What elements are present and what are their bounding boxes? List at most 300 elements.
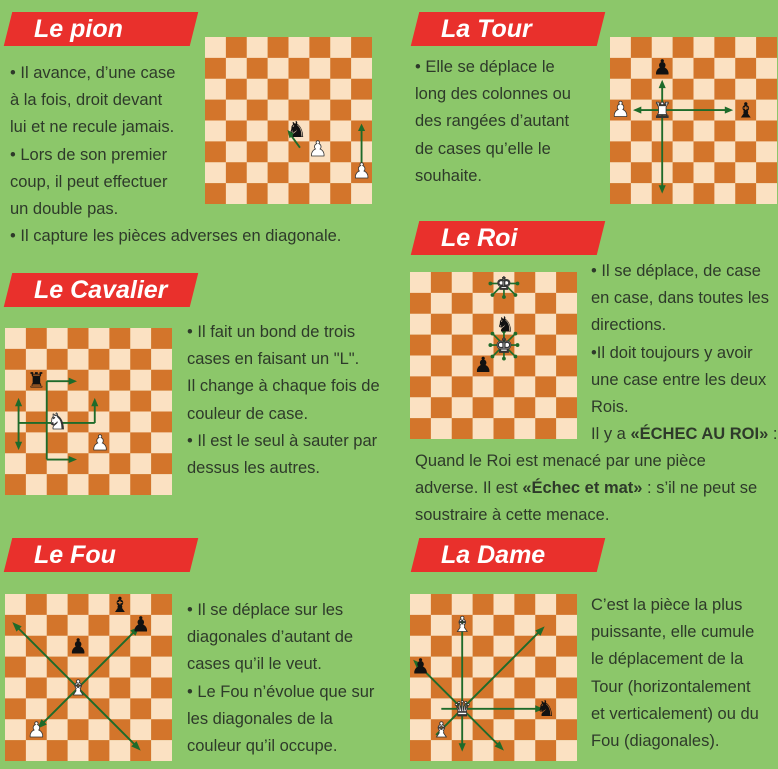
board-square xyxy=(694,37,715,58)
line: les diagonales de la xyxy=(187,709,333,728)
board-square xyxy=(26,474,47,495)
board-square xyxy=(431,740,452,761)
board-square xyxy=(151,474,172,495)
board-square xyxy=(47,636,68,657)
board-square xyxy=(694,162,715,183)
board-square xyxy=(535,335,556,356)
board-square xyxy=(535,740,556,761)
board-square xyxy=(494,418,515,439)
board-square xyxy=(26,594,47,615)
board-square xyxy=(109,349,130,370)
board-square xyxy=(410,293,431,314)
board-square xyxy=(109,412,130,433)
board-square xyxy=(735,121,756,142)
board-square xyxy=(68,412,89,433)
board-square xyxy=(410,636,431,657)
text-cavalier xyxy=(187,319,402,482)
board-square xyxy=(330,162,351,183)
board-square xyxy=(410,698,431,719)
board-square xyxy=(714,183,735,204)
board-square xyxy=(535,293,556,314)
white-rook-icon: ♜ xyxy=(652,99,672,123)
white-pawn-icon: ♟ xyxy=(352,159,371,183)
line: souhaite. xyxy=(415,166,482,185)
board-square xyxy=(89,328,110,349)
board-square xyxy=(205,37,226,58)
board-square xyxy=(89,412,110,433)
board-square xyxy=(247,37,268,58)
board-square xyxy=(89,453,110,474)
board-square xyxy=(309,79,330,100)
white-bishop-icon: ♝ xyxy=(68,677,88,701)
board-square xyxy=(452,397,473,418)
board-square xyxy=(130,432,151,453)
board-square xyxy=(268,58,289,79)
board-square xyxy=(452,272,473,293)
board-square xyxy=(735,183,756,204)
board-square xyxy=(410,376,431,397)
board-square xyxy=(330,37,351,58)
board-square xyxy=(494,678,515,699)
board-square xyxy=(289,58,310,79)
line: cases qu’il le veut. xyxy=(187,655,322,674)
board-square xyxy=(714,121,735,142)
line-part: adverse. Il est xyxy=(415,479,523,498)
title-tour: La Tour xyxy=(441,15,532,43)
board-square xyxy=(68,698,89,719)
board-square xyxy=(494,719,515,740)
line: • Il fait un bond de trois xyxy=(187,323,356,341)
board-square xyxy=(226,183,247,204)
board-square xyxy=(130,391,151,412)
board-square xyxy=(351,100,372,121)
board-square xyxy=(89,474,110,495)
board-square xyxy=(610,37,631,58)
board-square xyxy=(756,100,777,121)
board-square xyxy=(514,293,535,314)
board-square xyxy=(289,162,310,183)
board-square xyxy=(26,615,47,636)
text-fou xyxy=(187,597,402,760)
line: Il y a xyxy=(591,425,631,443)
board-square xyxy=(735,162,756,183)
board-square xyxy=(268,162,289,183)
board-cavalier xyxy=(5,328,172,495)
board-square xyxy=(226,58,247,79)
board-square xyxy=(514,657,535,678)
board-square xyxy=(473,376,494,397)
board-square xyxy=(89,594,110,615)
board-square xyxy=(473,594,494,615)
board-square xyxy=(431,272,452,293)
board-square xyxy=(631,79,652,100)
board-square xyxy=(535,397,556,418)
black-knight-icon: ♞ xyxy=(535,696,556,722)
board-square xyxy=(109,328,130,349)
echec-et-mat-label: «Échec et mat» xyxy=(522,479,643,498)
board-square xyxy=(473,657,494,678)
black-knight-icon: ♞ xyxy=(287,117,307,143)
board-square xyxy=(130,719,151,740)
board-square xyxy=(5,719,26,740)
board-square xyxy=(410,314,431,335)
board-square xyxy=(756,58,777,79)
board-square xyxy=(68,719,89,740)
board-square xyxy=(247,121,268,142)
board-tour xyxy=(610,37,777,204)
board-square xyxy=(431,418,452,439)
board-square xyxy=(5,474,26,495)
board-square xyxy=(68,349,89,370)
board-square xyxy=(5,740,26,761)
board-square xyxy=(289,79,310,100)
board-square xyxy=(694,79,715,100)
board-square xyxy=(535,418,556,439)
board-square xyxy=(410,678,431,699)
echec-au-roi-label: «ÉCHEC AU ROI» xyxy=(630,425,769,443)
board-square xyxy=(47,678,68,699)
line: • Il se déplace, de case xyxy=(591,262,761,280)
board-square xyxy=(109,657,130,678)
board-square xyxy=(535,356,556,377)
line: de cases qu’elle le xyxy=(415,139,551,158)
board-square xyxy=(431,594,452,615)
board-square xyxy=(109,453,130,474)
board-square xyxy=(514,376,535,397)
board-square xyxy=(5,391,26,412)
white-pawn-icon: ♟ xyxy=(308,137,328,161)
board-square xyxy=(473,418,494,439)
board-square xyxy=(26,412,47,433)
board-square xyxy=(535,314,556,335)
board-square xyxy=(610,79,631,100)
board-square xyxy=(89,391,110,412)
board-square xyxy=(556,636,577,657)
white-knight-icon: ♞ xyxy=(47,409,68,435)
board-square xyxy=(330,58,351,79)
board-square xyxy=(47,594,68,615)
board-square xyxy=(247,100,268,121)
line: •Il doit toujours y avoir xyxy=(591,343,753,362)
board-square xyxy=(247,58,268,79)
board-square xyxy=(226,141,247,162)
board-square xyxy=(431,657,452,678)
board-square xyxy=(26,453,47,474)
board-square xyxy=(89,636,110,657)
board-square xyxy=(452,314,473,335)
board-square xyxy=(631,121,652,142)
black-bishop-icon: ♝ xyxy=(736,99,756,123)
board-square xyxy=(735,79,756,100)
black-pawn-icon: ♟ xyxy=(68,635,88,659)
board-square xyxy=(68,740,89,761)
line: une case entre les deux xyxy=(591,370,767,389)
line: directions. xyxy=(591,316,667,335)
board-square xyxy=(410,418,431,439)
board-square xyxy=(431,397,452,418)
board-square xyxy=(756,79,777,100)
board-square xyxy=(556,719,577,740)
board-square xyxy=(205,79,226,100)
board-square xyxy=(309,162,330,183)
title-fou: Le Fou xyxy=(34,541,116,569)
board-square xyxy=(514,678,535,699)
board-square xyxy=(109,370,130,391)
board-square xyxy=(5,657,26,678)
board-square xyxy=(410,272,431,293)
line: soustraire à cette menace. xyxy=(415,506,610,525)
title-cavalier: Le Cavalier xyxy=(34,276,168,304)
board-square xyxy=(130,678,151,699)
board-square xyxy=(109,474,130,495)
board-square xyxy=(694,183,715,204)
line: • Il avance, d’une case xyxy=(10,64,176,82)
line-part: : s’il ne peut se xyxy=(642,479,758,498)
board-square xyxy=(226,37,247,58)
board-square xyxy=(351,37,372,58)
board-square xyxy=(89,678,110,699)
board-square xyxy=(714,162,735,183)
board-square xyxy=(610,162,631,183)
board-square xyxy=(694,121,715,142)
board-square xyxy=(47,615,68,636)
board-square xyxy=(109,615,130,636)
board-square xyxy=(205,100,226,121)
board-square xyxy=(68,391,89,412)
board-square xyxy=(5,328,26,349)
black-pawn-icon: ♟ xyxy=(411,655,430,679)
line: des rangées d’autant xyxy=(415,112,570,131)
board-square xyxy=(410,397,431,418)
board-square xyxy=(89,615,110,636)
board-square xyxy=(130,636,151,657)
line: en case, dans toutes les xyxy=(591,289,769,308)
board-square xyxy=(5,349,26,370)
board-square xyxy=(673,121,694,142)
title-roi: Le Roi xyxy=(441,224,518,252)
board-square xyxy=(289,141,310,162)
line: long des colonnes ou xyxy=(415,85,571,104)
board-square xyxy=(309,37,330,58)
board-square xyxy=(330,183,351,204)
line: • Lors de son premier xyxy=(10,145,168,164)
board-square xyxy=(494,615,515,636)
title-banner-roi xyxy=(411,221,605,255)
black-knight-icon: ♞ xyxy=(495,313,515,337)
board-square xyxy=(410,740,431,761)
board-square xyxy=(673,183,694,204)
board-square xyxy=(151,615,172,636)
line: coup, il peut effectuer xyxy=(10,172,168,191)
board-square xyxy=(410,615,431,636)
board-square xyxy=(68,657,89,678)
board-square xyxy=(756,162,777,183)
black-pawn-icon: ♟ xyxy=(652,56,672,80)
board-square xyxy=(410,356,431,377)
white-king-icon xyxy=(495,335,513,357)
board-square xyxy=(151,432,172,453)
title-banner-fou xyxy=(4,538,198,572)
board-square xyxy=(514,615,535,636)
black-rook-icon: ♜ xyxy=(26,369,46,393)
board-square xyxy=(610,121,631,142)
black-bishop-icon: ♝ xyxy=(110,594,130,617)
line: à la fois, droit devant xyxy=(10,91,163,110)
board-square xyxy=(309,183,330,204)
board-square xyxy=(535,594,556,615)
board-square xyxy=(673,162,694,183)
board-square xyxy=(452,293,473,314)
board-square xyxy=(151,453,172,474)
board-square xyxy=(556,740,577,761)
board-square xyxy=(109,391,130,412)
board-square xyxy=(535,272,556,293)
board-square xyxy=(452,335,473,356)
board-square xyxy=(151,678,172,699)
board-square xyxy=(26,391,47,412)
board-square xyxy=(610,183,631,204)
board-square xyxy=(514,594,535,615)
board-square xyxy=(473,740,494,761)
line: • Il se déplace sur les xyxy=(187,601,344,619)
board-square xyxy=(68,453,89,474)
board-square xyxy=(473,615,494,636)
board-square xyxy=(431,615,452,636)
board-square xyxy=(473,293,494,314)
title-pion: Le pion xyxy=(34,15,123,43)
line: un double pas. xyxy=(10,200,119,219)
board-square xyxy=(556,272,577,293)
board-square xyxy=(714,141,735,162)
title-banner-dame xyxy=(411,538,605,572)
board-square xyxy=(494,636,515,657)
board-square xyxy=(351,79,372,100)
board-square xyxy=(610,58,631,79)
line: lui et ne recule jamais. xyxy=(10,118,175,137)
board-square xyxy=(330,100,351,121)
board-square xyxy=(47,719,68,740)
board-square xyxy=(452,418,473,439)
board-square xyxy=(130,349,151,370)
board-square xyxy=(151,657,172,678)
board-square xyxy=(47,328,68,349)
line xyxy=(415,475,778,502)
line: Quand le Roi est menacé par une pièce xyxy=(415,452,706,470)
line: : xyxy=(768,425,778,443)
board-square xyxy=(452,356,473,377)
line: Il change à chaque fois de xyxy=(187,377,380,396)
board-square xyxy=(694,58,715,79)
board-square xyxy=(309,58,330,79)
board-square xyxy=(205,183,226,204)
board-square xyxy=(431,636,452,657)
board-square xyxy=(452,376,473,397)
board-square xyxy=(452,594,473,615)
line: • Il est le seul à sauter par xyxy=(187,431,378,450)
board-square xyxy=(47,349,68,370)
white-bishop-icon: ♝ xyxy=(452,613,472,637)
board-square xyxy=(26,657,47,678)
board-square xyxy=(535,719,556,740)
board-square xyxy=(226,79,247,100)
white-bishop-icon: ♝ xyxy=(431,718,451,742)
board-square xyxy=(68,328,89,349)
line: Fou (diagonales). xyxy=(591,732,720,751)
board-square xyxy=(130,412,151,433)
board-square xyxy=(151,412,172,433)
board-square xyxy=(431,293,452,314)
board-square xyxy=(631,58,652,79)
board-square xyxy=(247,141,268,162)
board-square xyxy=(130,474,151,495)
board-square xyxy=(205,58,226,79)
board-square xyxy=(514,740,535,761)
board-square xyxy=(351,183,372,204)
board-square xyxy=(673,79,694,100)
board-square xyxy=(268,79,289,100)
board-square xyxy=(268,37,289,58)
board-square xyxy=(151,719,172,740)
board-square xyxy=(652,37,673,58)
board-square xyxy=(68,432,89,453)
board-square xyxy=(226,121,247,142)
line: • Le Fou n’évolue que sur xyxy=(187,682,375,701)
board-square xyxy=(735,141,756,162)
board-square xyxy=(151,740,172,761)
board-square xyxy=(268,141,289,162)
board-square xyxy=(89,719,110,740)
board-square xyxy=(247,79,268,100)
line: • Il capture les pièces adverses en diagonale. xyxy=(10,227,342,246)
board-square xyxy=(47,432,68,453)
board-square xyxy=(268,121,289,142)
board-square xyxy=(151,594,172,615)
board-square xyxy=(556,397,577,418)
board-square xyxy=(556,594,577,615)
board-square xyxy=(5,636,26,657)
board-square xyxy=(514,356,535,377)
board-square xyxy=(47,453,68,474)
board-square xyxy=(5,698,26,719)
board-square xyxy=(556,314,577,335)
board-square xyxy=(631,162,652,183)
board-square xyxy=(673,37,694,58)
board-square xyxy=(226,100,247,121)
line: Tour (horizontalement xyxy=(591,677,751,696)
board-dame xyxy=(410,594,577,761)
board-square xyxy=(151,698,172,719)
board-square xyxy=(756,183,777,204)
board-square xyxy=(26,432,47,453)
board-square xyxy=(556,356,577,377)
board-square xyxy=(68,474,89,495)
board-square xyxy=(26,678,47,699)
board-square xyxy=(5,678,26,699)
board-square xyxy=(556,657,577,678)
white-pawn-icon: ♟ xyxy=(90,432,110,456)
board-square xyxy=(247,162,268,183)
board-square xyxy=(226,162,247,183)
board-square xyxy=(556,418,577,439)
board-square xyxy=(26,740,47,761)
board-square xyxy=(151,391,172,412)
board-square xyxy=(289,183,310,204)
text-roi-bottom xyxy=(415,448,778,530)
board-square xyxy=(330,79,351,100)
board-square xyxy=(130,370,151,391)
board-square xyxy=(556,335,577,356)
board-square xyxy=(205,141,226,162)
